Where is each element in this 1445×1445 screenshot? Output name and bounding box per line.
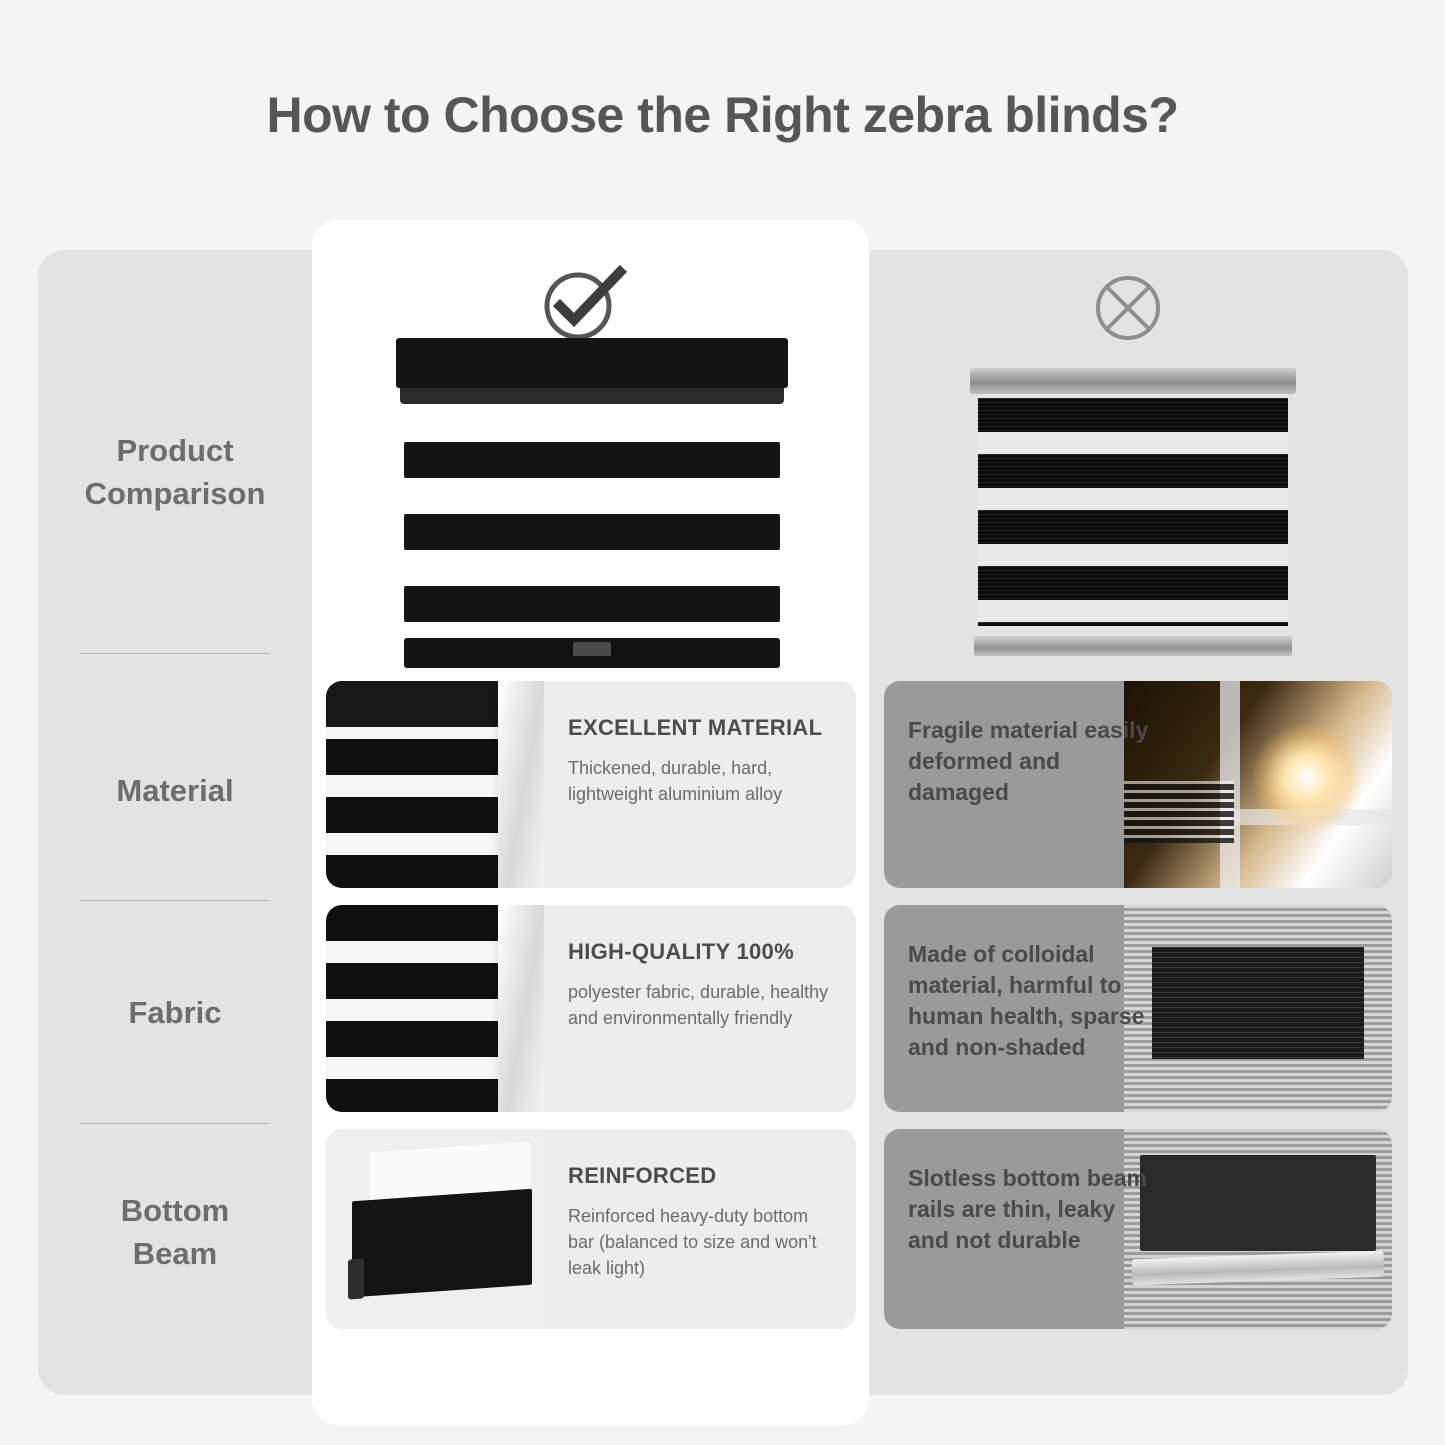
- beam-end-cap-graphic: [348, 1258, 364, 1299]
- window-blind-headrail-graphic: [326, 681, 508, 727]
- row-label-product-line1: Product: [116, 433, 234, 468]
- material-bad-text: [884, 681, 1392, 888]
- blind-slat: [404, 586, 780, 622]
- window-blind-graphic: [326, 905, 508, 1112]
- blind-bottom-rail: [974, 636, 1292, 656]
- fabric-good-body: polyester fabric, durable, healthy and environmentally friendly: [568, 982, 829, 1029]
- row-label-material: Material: [116, 773, 234, 808]
- material-good-title: EXCELLENT MATERIAL: [568, 715, 823, 740]
- window-moulding-graphic: [498, 681, 544, 888]
- card-fabric-bad: [884, 905, 1392, 1112]
- material-bad-title: Fragile material easily deformed and damaged: [908, 717, 1149, 806]
- row-divider-3: [80, 1123, 270, 1124]
- fabric-good-text: [544, 905, 856, 1112]
- fabric-bad-text: [884, 905, 1392, 1112]
- blind-slat: [404, 442, 780, 478]
- card-material-bad: [884, 681, 1392, 888]
- blind-pull-grip: [573, 642, 611, 656]
- page-title: How to Choose the Right zebra blinds?: [266, 87, 1179, 143]
- card-bottom-beam-bad: [884, 1129, 1392, 1329]
- row-label-fabric: Fabric: [128, 995, 222, 1030]
- inferior-zebra-blind-image: [978, 368, 1288, 656]
- window-moulding-graphic: [498, 905, 544, 1112]
- bottom-beam-good-title: REINFORCED: [568, 1163, 717, 1188]
- card-bottom-beam-good: [326, 1129, 856, 1329]
- material-good-body: Thickened, durable, hard, lightweight aluminium alloy: [568, 758, 783, 805]
- blind-slat: [404, 514, 780, 550]
- card-fabric-good: [326, 905, 856, 1112]
- material-good-text: [544, 681, 856, 888]
- row-divider-1: [80, 653, 270, 654]
- bottom-beam-bad-text: [884, 1129, 1392, 1329]
- row-label-bottom-line1: Bottom: [120, 1193, 230, 1228]
- row-label-bottom-line2: Beam: [132, 1235, 218, 1271]
- cross-mark-icon: [1092, 272, 1164, 349]
- blind-headrail-lip: [400, 388, 784, 404]
- row-divider-2: [80, 900, 270, 901]
- row-label-product-line2: Comparison: [84, 475, 266, 511]
- row-label-bottom-beam: [38, 1190, 312, 1276]
- row-label-column: [38, 250, 312, 1395]
- beam-reinforced-bar-graphic: [352, 1189, 532, 1298]
- bottom-beam-good-text: [544, 1129, 856, 1329]
- bottom-beam-bad-title: Slotless bottom beam rails are thin, leaky and not durable: [908, 1165, 1147, 1254]
- blind-headrail: [396, 338, 788, 388]
- material-good-image: [326, 681, 544, 888]
- bottom-beam-good-image: [326, 1129, 544, 1329]
- fabric-good-image: [326, 905, 544, 1112]
- check-mark-icon: [540, 262, 630, 347]
- recommended-zebra-blind-image: [396, 338, 788, 668]
- bottom-beam-good-body: Reinforced heavy-duty bottom bar (balanced to size and won't leak light): [568, 1206, 817, 1279]
- fabric-bad-title: Made of colloidal material, harmful to human health, sparse and non-shaded: [908, 941, 1145, 1061]
- blind-fabric-body: [978, 398, 1288, 626]
- fabric-good-title: HIGH-QUALITY 100%: [568, 939, 794, 964]
- card-material-good: [326, 681, 856, 888]
- row-label-product-comparison: [38, 430, 312, 516]
- blind-cassette: [970, 368, 1296, 394]
